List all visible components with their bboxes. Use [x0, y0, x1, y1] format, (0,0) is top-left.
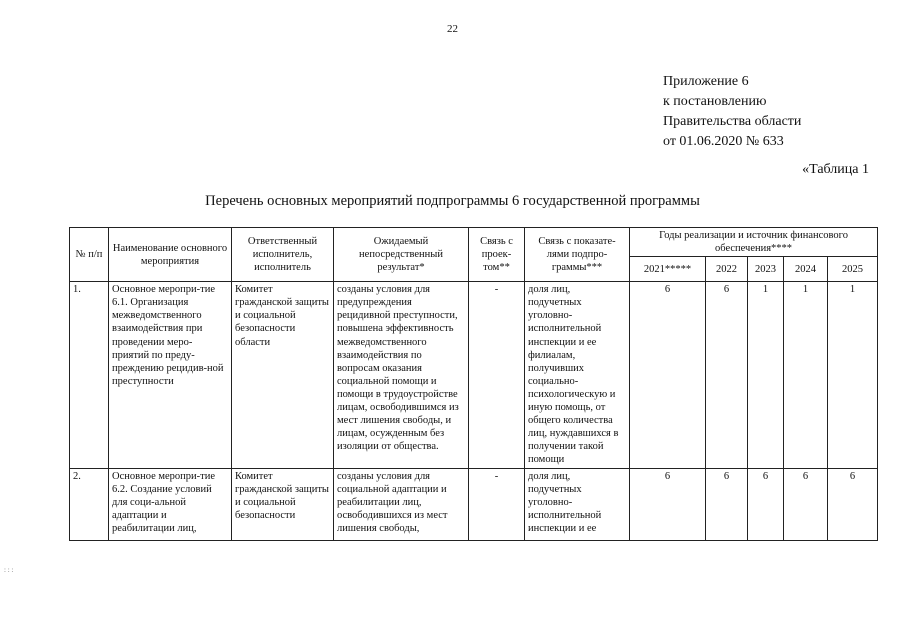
scan-margin-marks: : : :: [4, 566, 14, 574]
project-link: -: [469, 468, 525, 540]
document-title: Перечень основных мероприятий подпрограммы 6 государственной программы: [205, 193, 700, 209]
header-name: Наименование основного мероприятия: [109, 228, 232, 282]
measure-name: Основное меропри-тие 6.1. Организация межведомственного взаимодействия при проведении меро-приятий по преду-преждению рецидив-ной преступности: [109, 282, 232, 468]
header-indicators: Связь с показате-лями подпро-граммы***: [525, 228, 630, 282]
expected-result: созданы условия для социальной адаптации и реабилитации лиц, освободившихся из мест лишения свободы,: [334, 468, 469, 540]
year-value: 1: [748, 282, 784, 468]
header-year: 2023: [748, 257, 784, 282]
year-value: 6: [828, 468, 878, 540]
indicator-link: доля лиц, подучетных уголовно-исполнительной инспекции и ее филиалам, получивших социально-психологическую и иную помощь, от общего количества лиц, нуждавшихся в получении такой помощи: [525, 282, 630, 468]
header-responsible: Ответственный исполнитель, исполнитель: [232, 228, 334, 282]
expected-result: созданы условия для предупреждения рецидивной преступности, повышена эффективность межведомственного взаимодействия по вопросам оказания социальной помощи и помощи в трудоустройстве лицам, освободившимся из мест лишения свободы, и лицам, осужденным без изоляции от общества.: [334, 282, 469, 468]
year-value: 6: [630, 282, 706, 468]
measures-table: [69, 227, 878, 541]
header-projects: Связь с проек-том**: [469, 228, 525, 282]
row-num: 2.: [70, 468, 109, 540]
appendix-line: Приложение 6: [663, 74, 749, 89]
table-label: «Таблица 1: [802, 162, 869, 177]
appendix-line: Правительства области: [663, 114, 802, 129]
header-year: 2021*****: [630, 257, 706, 282]
table-row: [70, 468, 878, 540]
indicator-link: доля лиц, подучетных уголовно-исполнительной инспекции и ее: [525, 468, 630, 540]
responsible-executor: Комитет гражданской защиты и социальной безопасности области: [232, 282, 334, 468]
page-number: 22: [447, 23, 458, 35]
year-value: 6: [706, 468, 748, 540]
year-value: 6: [706, 282, 748, 468]
header-year: 2022: [706, 257, 748, 282]
header-result: Ожидаемый непосредственный результат*: [334, 228, 469, 282]
header-num: № п/п: [70, 228, 109, 282]
year-value: 1: [828, 282, 878, 468]
year-value: 6: [630, 468, 706, 540]
measure-name: Основное меропри-тие 6.2. Создание условий для соци-альной адаптации и реабилитации лиц,: [109, 468, 232, 540]
appendix-block: [663, 72, 801, 152]
row-num: 1.: [70, 282, 109, 468]
header-years-group: Годы реализации и источник финансового обеспечения****: [630, 228, 878, 257]
appendix-line: к постановлению: [663, 94, 767, 109]
project-link: -: [469, 282, 525, 468]
header-year: 2024: [784, 257, 828, 282]
responsible-executor: Комитет гражданской защиты и социальной безопасности: [232, 468, 334, 540]
appendix-line: от 01.06.2020 № 633: [663, 134, 784, 149]
table-row: [70, 282, 878, 468]
year-value: 6: [748, 468, 784, 540]
year-value: 6: [784, 468, 828, 540]
year-value: 1: [784, 282, 828, 468]
header-year: 2025: [828, 257, 878, 282]
